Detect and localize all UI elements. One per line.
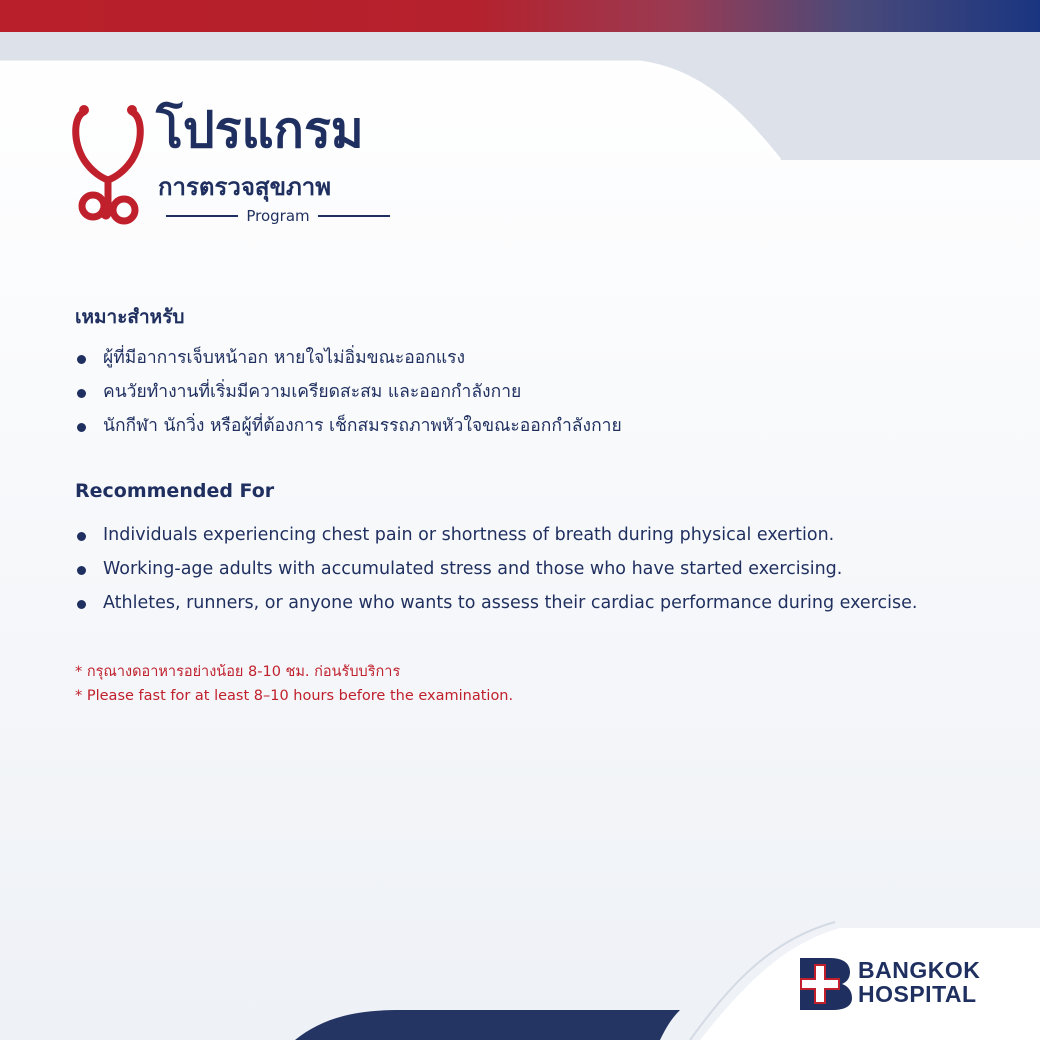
bullet-icon [77, 423, 86, 432]
brand-line-1: BANGKOK [858, 957, 981, 983]
english-recommendation-list [75, 518, 917, 620]
divider-line [166, 215, 238, 217]
brand-name [858, 958, 980, 1006]
list-item [75, 586, 917, 620]
list-item-text: Athletes, runners, or anyone who wants to assess their cardiac performance during exercise. [103, 593, 918, 613]
thai-section-heading: เหมาะสำหรับ [75, 306, 185, 328]
english-section-heading: Recommended For [75, 480, 275, 502]
divider-line [318, 215, 390, 217]
logo-program-line [166, 207, 390, 225]
brand-line-2: HOSPITAL [858, 981, 977, 1007]
list-item-text: Working-age adults with accumulated stress and those who have started exercising. [103, 559, 843, 579]
bullet-icon [77, 389, 86, 398]
logo-program-label: Program [246, 207, 310, 225]
list-item-text: Individuals experiencing chest pain or shortness of breath during physical exertion. [103, 525, 835, 545]
bullet-icon [77, 566, 86, 575]
list-item [75, 409, 622, 443]
logo-subtitle: การตรวจสุขภาพ [158, 173, 332, 201]
bangkok-hospital-logo [800, 958, 1010, 1014]
bullet-icon [77, 355, 86, 364]
list-item [75, 518, 917, 552]
list-item-text: ผู้ที่มีอาการเจ็บหน้าอก หายใจไม่อิ่มขณะออกแรง [103, 348, 466, 368]
list-item-text: คนวัยทำงานที่เริ่มมีความเครียดสะสม และออกกำลังกาย [103, 382, 522, 402]
list-item [75, 552, 917, 586]
program-logo [70, 100, 410, 240]
list-item-text: นักกีฬา นักวิ่ง หรือผู้ที่ต้องการ เช็กสมรรถภาพหัวใจขณะออกกำลังกาย [103, 416, 622, 436]
bullet-icon [77, 600, 86, 609]
list-item [75, 375, 622, 409]
bullet-icon [77, 532, 86, 541]
logo-title: โปรแกรม [156, 101, 364, 159]
list-item [75, 341, 622, 375]
stethoscope-icon [70, 100, 160, 230]
english-fasting-note: * Please fast for at least 8–10 hours before the examination. [75, 688, 514, 704]
thai-fasting-note: * กรุณางดอาหารอย่างน้อย 8-10 ชม. ก่อนรับบริการ [75, 664, 401, 680]
thai-recommendation-list [75, 341, 622, 443]
hospital-cross-icon [800, 958, 852, 1010]
